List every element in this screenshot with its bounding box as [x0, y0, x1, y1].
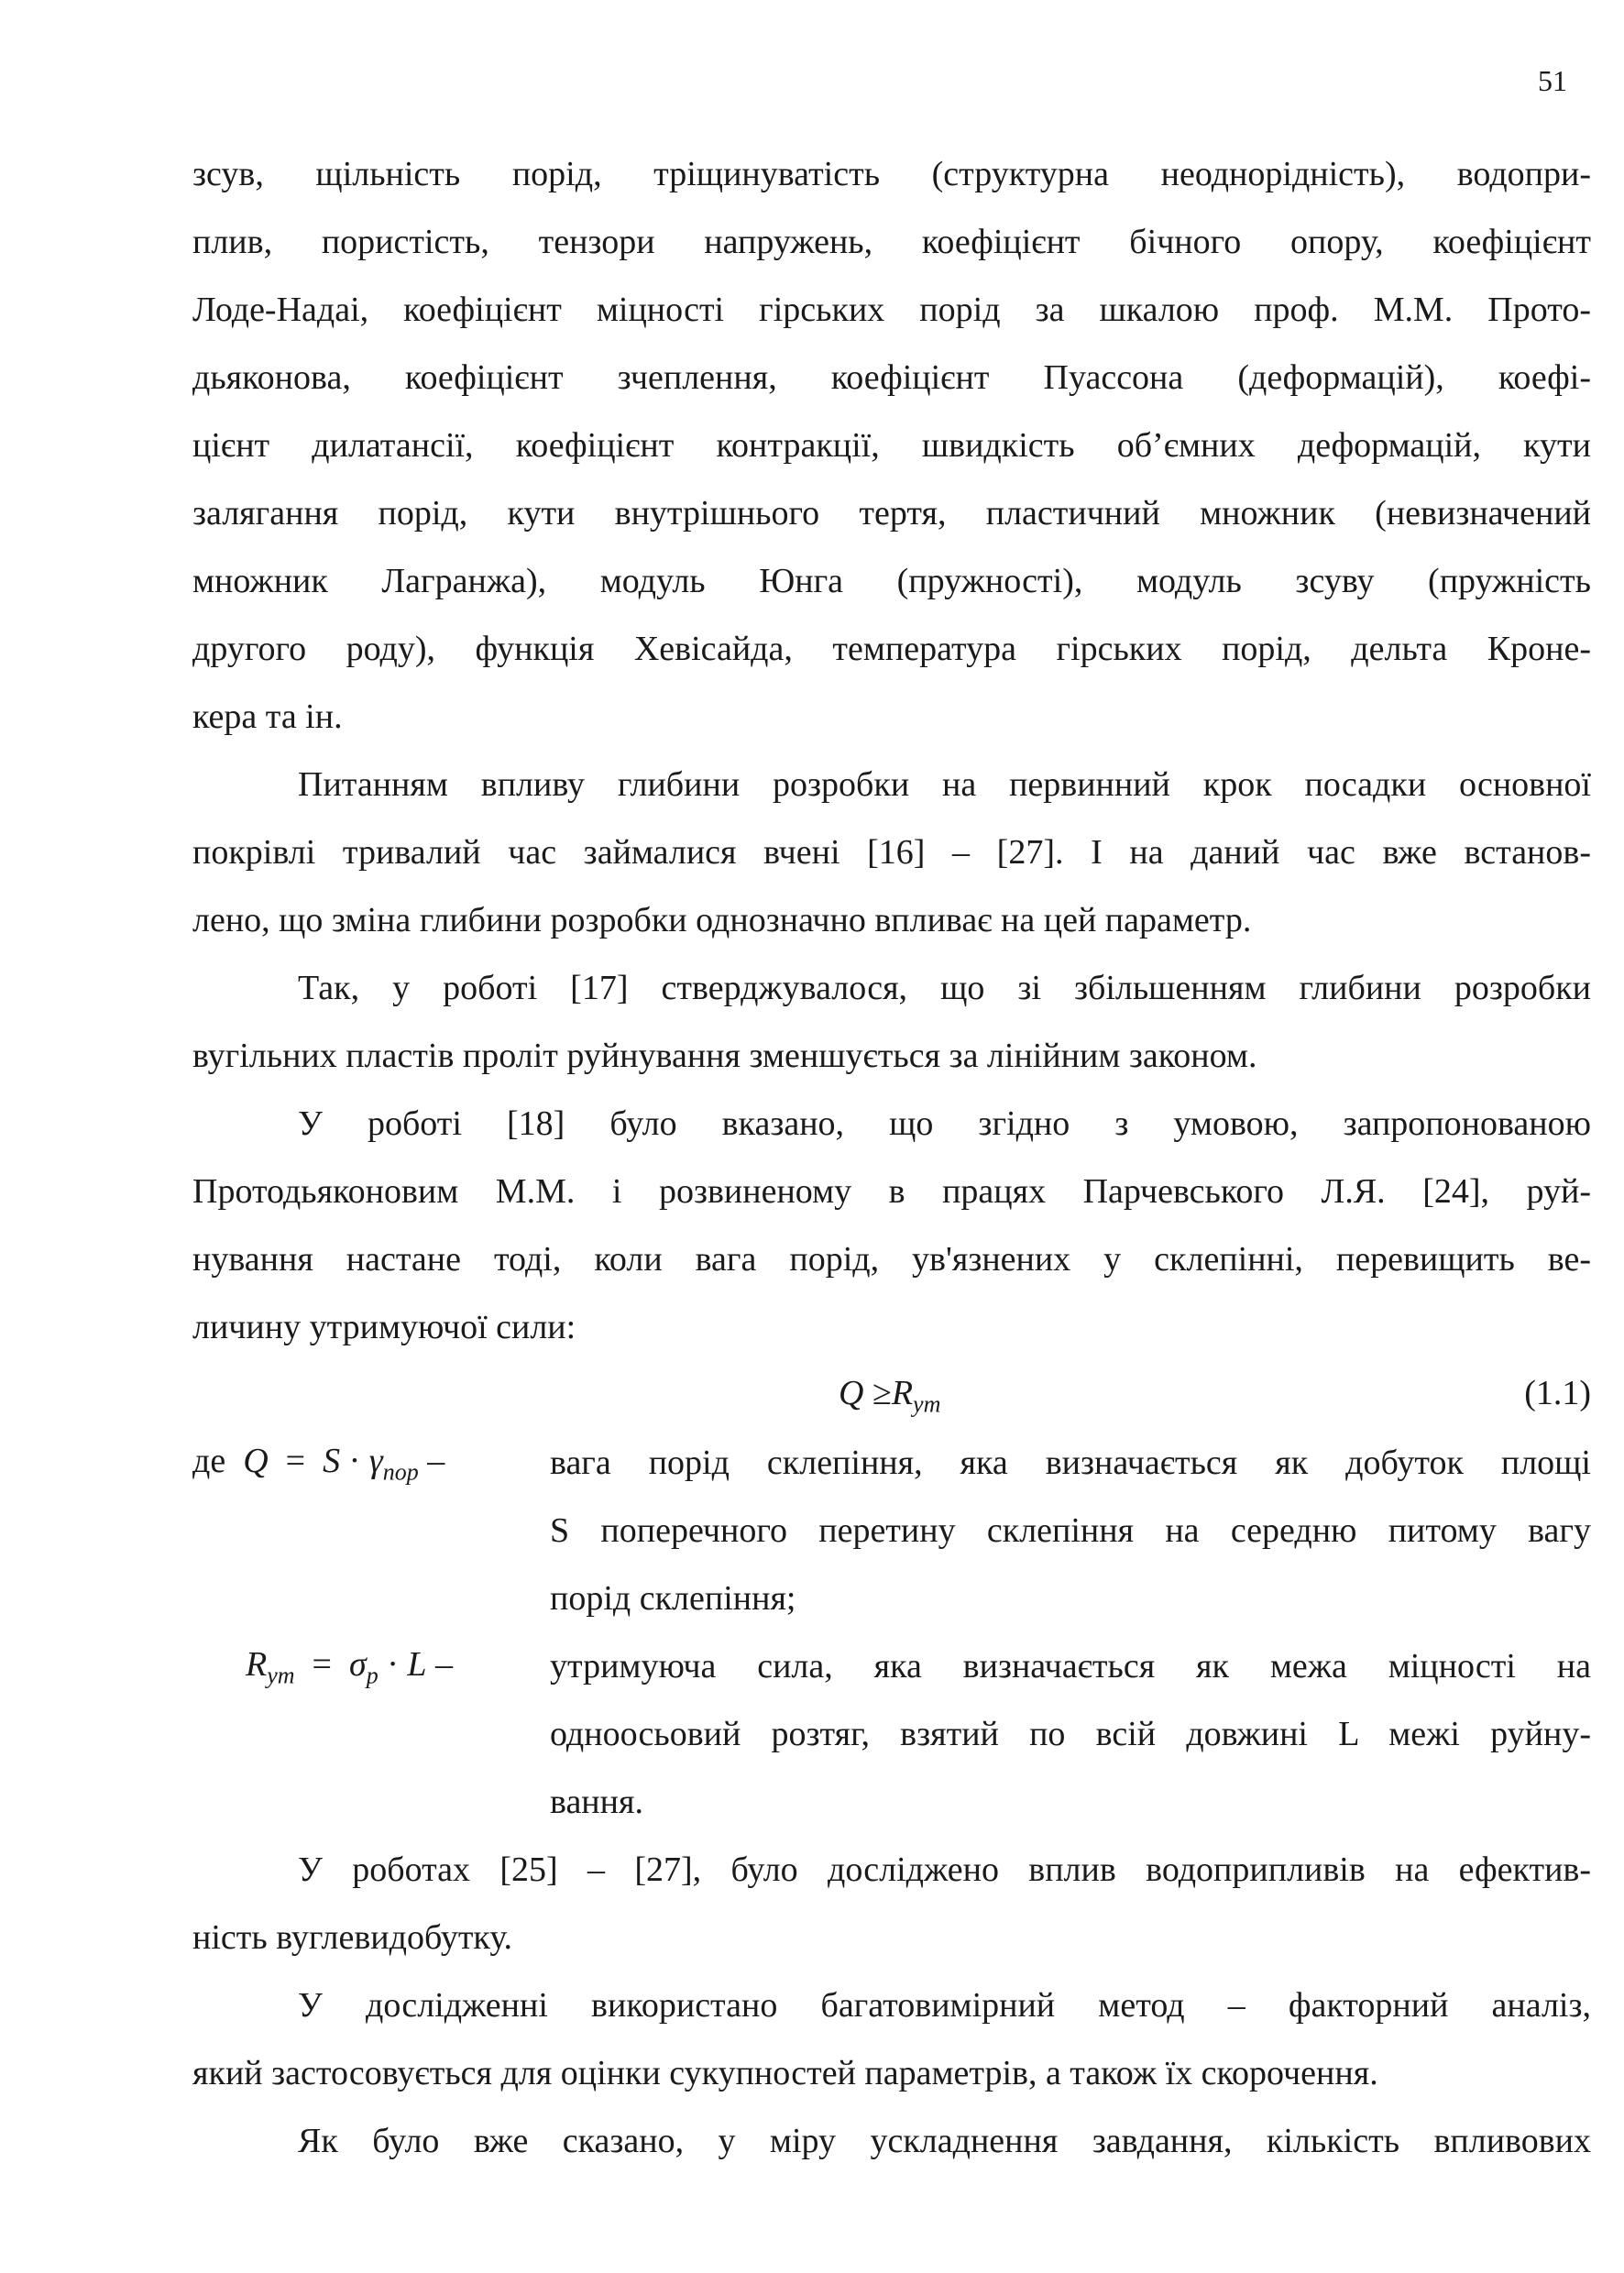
text-line: який застосовується для оцінки сукупностей параметрів, а також їх скорочення. — [192, 2054, 1378, 2092]
text-line: Так, у роботі [17] стверджувалося, що зі збільшенням глибини розробки — [298, 969, 1591, 1007]
text-line: ність вуглевидобутку. — [192, 1918, 513, 1957]
text-line: множник Лагранжа), модуль Юнга (пружності), модуль зсуву (пружність — [192, 562, 1591, 600]
text-line: другого роду), функція Хевісайда, температура гірських порід, дельта Кроне- — [192, 630, 1591, 668]
text-line: лено, що зміна глибини розробки однозначно впливає на цей параметр. — [192, 901, 1252, 939]
text-line: У роботі [18] було вказано, що згідно з умовою, запропонованою — [298, 1104, 1591, 1143]
formula-rhs-sub: ут — [913, 1390, 941, 1418]
text-line: кера та ін. — [192, 697, 343, 736]
def-q-text: S поперечного перетину склепіння на середню питому вагу — [550, 1511, 1591, 1550]
text-line: плив, пористість, тензори напружень, коефіцієнт бічного опору, коефіцієнт — [192, 223, 1591, 261]
text-line: дьяконова, коефіцієнт зчеплення, коефіцієнт Пуассона (деформацій), коефі- — [192, 358, 1591, 397]
def-q-text: вага порід склепіння, яка визначається як добуток площі — [550, 1444, 1591, 1482]
def-q-text: порід склепіння; — [550, 1579, 796, 1618]
def-q-symbol: де $Q = S \cdot \gamma_{пор}$ – — [192, 1442, 445, 1486]
text-line: Протодьяконовим М.М. і розвиненому в працях Парчевського Л.Я. [24], руй- — [192, 1172, 1591, 1211]
formula-lhs: Q — [839, 1374, 864, 1412]
def-r-text: вання. — [550, 1783, 643, 1821]
text-line: цієнт дилатансії, коефіцієнт контракції, швидкість об’ємних деформацій, кути — [192, 426, 1591, 465]
formula-number: (1.1) — [1524, 1374, 1591, 1412]
formula-1-1 — [839, 1373, 940, 1419]
text-line: Як було вже сказано, у міру ускладнення завдання, кількість впливових — [298, 2122, 1591, 2160]
def-r-text: одноосьовий розтяг, взятий по всій довжині L межі руйну- — [550, 1715, 1591, 1753]
text-line: вугільних пластів проліт руйнування зменшується за лінійним законом. — [192, 1037, 1257, 1075]
text-line: У роботах [25] – [27], було досліджено вплив водоприпливів на ефектив- — [298, 1850, 1591, 1889]
def-r-symbol: $R_{ут} = \sigma_р \cdot L$ – — [246, 1645, 454, 1689]
text-line: покрівлі тривалий час займалися вчені [16] – [27]. І на даний час вже встанов- — [192, 833, 1591, 872]
text-line: залягання порід, кути внутрішнього тертя, пластичний множник (невизначений — [192, 494, 1591, 533]
text-line: нування настане тоді, коли вага порід, ув'язнених у склепінні, перевищить ве- — [192, 1240, 1591, 1279]
text-line: У дослідженні використано багатовимірний метод – факторний аналіз, — [298, 1986, 1591, 2025]
page-number: 51 — [1538, 64, 1567, 97]
def-r-text: утримуюча сила, яка визначається як межа міцності на — [550, 1647, 1591, 1686]
text-line: Питанням впливу глибини розробки на первинний крок посадки основної — [298, 765, 1591, 804]
text-line: Лоде-Надаі, коефіцієнт міцності гірських порід за шкалою проф. М.М. Прото- — [192, 291, 1591, 329]
text-line: личину утримуючої сили: — [192, 1308, 576, 1346]
formula-rhs: R — [891, 1374, 914, 1412]
formula-op: ≥ — [872, 1374, 892, 1412]
text-line: зсув, щільність порід, тріщинуватість (структурна неоднорідність), водопри- — [192, 155, 1591, 193]
